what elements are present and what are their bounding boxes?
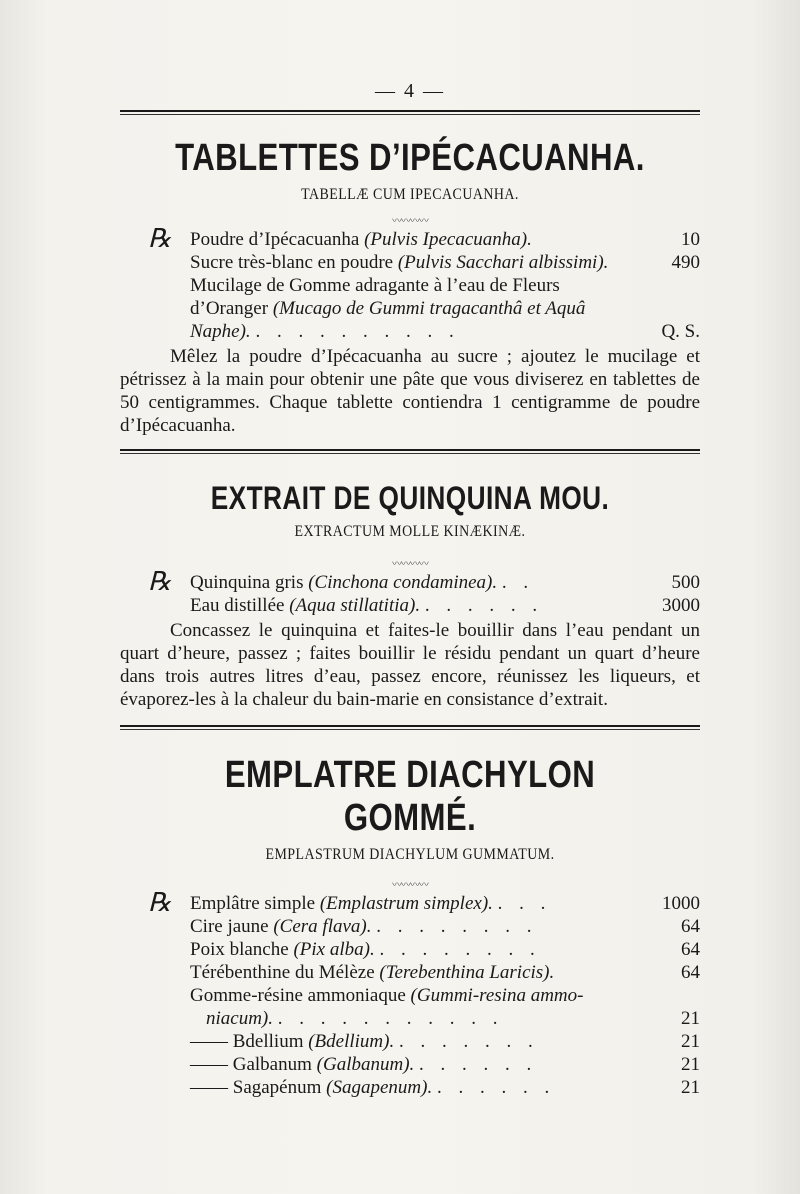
latin-subtitle: TABELLÆ CUM IPECACUANHA. xyxy=(301,186,519,203)
ornament-divider: 〰〰〰〰 xyxy=(392,880,428,891)
ornament-divider: 〰〰〰〰 xyxy=(392,559,428,570)
ditto-dash: —— xyxy=(190,1031,228,1052)
ingredient-latin: (Mucago de Gummi tragacanthâ et Aquâ xyxy=(272,298,586,319)
section-rule-thin xyxy=(120,453,700,454)
ingredient-latin: (Terebenthina Laricis). xyxy=(379,962,555,983)
section-title: EMPLATRE DIACHYLON GOMMÉ. xyxy=(224,754,596,839)
ingredient-name: Sagapénum xyxy=(232,1077,322,1098)
instructions xyxy=(120,345,700,437)
ingredient-latin: (Gummi-resina ammo- xyxy=(410,985,584,1006)
ingredient-name: Gomme-résine ammoniaque xyxy=(190,985,406,1006)
ingredient-line xyxy=(120,251,700,274)
ingredient-line xyxy=(120,888,700,918)
ingredient-quantity: 64 xyxy=(681,962,700,983)
recipe-symbol: ℞ xyxy=(148,888,172,918)
ingredient-latin: (Galbanum). xyxy=(316,1054,415,1075)
ingredient-latin: (Emplastrum simplex). xyxy=(319,893,493,914)
leader-dots: . . xyxy=(501,572,535,593)
ingredients xyxy=(120,567,700,617)
latin-subtitle: EXTRACTUM MOLLE KINÆKINÆ. xyxy=(294,523,526,540)
top-rule-thin xyxy=(120,114,700,115)
ingredient-line xyxy=(120,297,700,320)
ingredient-quantity: 64 xyxy=(681,916,700,937)
ingredient-line xyxy=(120,938,700,961)
ingredients xyxy=(120,224,700,343)
ingredient-latin: niacum). xyxy=(206,1008,274,1029)
ingredient-quantity: 64 xyxy=(681,939,700,960)
ingredient-latin: (Pix alba). xyxy=(293,939,375,960)
ingredient-line xyxy=(120,1076,700,1099)
ditto-dash: —— xyxy=(190,1077,228,1098)
recipe-quinquina xyxy=(120,480,700,711)
page-number: — 4 — xyxy=(375,80,445,102)
ingredient-name: Mucilage de Gomme adragante à l’eau de Fleurs xyxy=(190,275,560,296)
leader-dots: . . . . . . xyxy=(436,1077,556,1098)
ingredient-line xyxy=(120,567,700,597)
ingredient-quantity: 1000 xyxy=(662,893,700,914)
ingredient-name: Quinquina gris xyxy=(190,572,304,593)
ingredient-line xyxy=(120,915,700,938)
recipe-symbol: ℞ xyxy=(148,567,172,597)
ingredient-line xyxy=(120,1007,700,1030)
ingredient-name: Emplâtre simple xyxy=(190,893,316,914)
ingredient-quantity: 21 xyxy=(681,1077,700,1098)
latin-subtitle: EMPLASTRUM DIACHYLUM GUMMATUM. xyxy=(265,846,555,863)
ingredients xyxy=(120,888,700,1099)
leader-dots: . . . . . . xyxy=(424,595,544,616)
ingredient-line xyxy=(120,1053,700,1076)
ingredient-line xyxy=(120,961,700,984)
ingredient-name: Térébenthine du Mélèze xyxy=(190,962,375,983)
ingredient-quantity: 3000 xyxy=(662,595,700,616)
ingredient-name: Cire jaune xyxy=(190,916,269,937)
instructions xyxy=(120,619,700,711)
ingredient-latin: (Sagapenum). xyxy=(326,1077,433,1098)
ingredient-latin: (Bdellium). xyxy=(308,1031,395,1052)
content xyxy=(120,70,700,1099)
ingredient-latin: (Cinchona condaminea). xyxy=(308,572,498,593)
leader-dots: . . . . . . xyxy=(419,1054,538,1075)
leader-dots: . . . . . . . . xyxy=(376,916,538,937)
section-title: EXTRAIT DE QUINQUINA MOU. xyxy=(210,480,610,516)
ingredient-latin: (Cera flava). xyxy=(273,916,372,937)
ingredient-quantity: 10 xyxy=(681,229,700,250)
ingredient-quantity: 500 xyxy=(671,572,700,593)
section-title: TABLETTES D’IPÉCACUANHA. xyxy=(175,137,645,179)
ingredient-name: Bdellium xyxy=(232,1031,304,1052)
ingredient-line xyxy=(120,224,700,254)
section-rule xyxy=(120,725,700,727)
section-rule xyxy=(120,449,700,451)
recipe-emplatre xyxy=(120,754,700,1099)
ingredient-latin: Naphe). xyxy=(190,321,251,342)
instructions-text: Mêlez la poudre d’Ipécacuanha au sucre ; ajoutez le mucilage et pétrissez à la main pour obtenir une pâte que vous diviserez en tablettes de 50 centigrammes. Chaque tablette contiendra 1 centigramme de poudre d’Ipécacuanha. xyxy=(120,346,700,436)
recipe-ipecacuanha xyxy=(120,137,700,437)
leader-dots: . . . . . . . . xyxy=(379,939,541,960)
leader-dots: . . . . . . . xyxy=(399,1031,539,1052)
leader-dots: . . . . . . . . . . . xyxy=(277,1008,504,1029)
ingredient-quantity: 21 xyxy=(681,1031,700,1052)
ingredient-line xyxy=(120,594,700,617)
ingredient-name: Poudre d’Ipécacuanha xyxy=(190,229,360,250)
ditto-dash: —— xyxy=(190,1054,228,1075)
ingredient-name: Eau distillée xyxy=(190,595,285,616)
recipe-symbol: ℞ xyxy=(148,224,172,254)
instructions-text: Concassez le quinquina et faites-le bouillir dans l’eau pendant un quart d’heure, passez ; faites bouillir le résidu pendant un quart d’heure dans trois autres litres d’eau, passez encore, réunissez les liqueurs, et évaporez-les à la chaleur du bain-marie en consistance d’extrait. xyxy=(120,620,700,710)
ingredient-latin: (Aqua stillatitia). xyxy=(289,595,421,616)
ingredient-quantity: Q. S. xyxy=(661,321,700,342)
ingredient-latin: (Pulvis Ipecacuanha). xyxy=(364,229,532,250)
ingredient-line xyxy=(120,274,700,297)
ingredient-line xyxy=(120,1030,700,1053)
leader-dots: . . . xyxy=(497,893,552,914)
ingredient-quantity: 21 xyxy=(681,1054,700,1075)
ingredient-quantity: 21 xyxy=(681,1008,700,1029)
ingredient-name: Poix blanche xyxy=(190,939,289,960)
ingredient-line xyxy=(120,320,700,343)
ingredient-name: Galbanum xyxy=(232,1054,312,1075)
ingredient-quantity: 490 xyxy=(671,252,700,273)
ingredient-name: Sucre très-blanc en poudre xyxy=(190,252,394,273)
top-rule xyxy=(120,110,700,112)
ingredient-name: d’Oranger xyxy=(190,298,269,319)
ingredient-latin: (Pulvis Sacchari albissimi). xyxy=(397,252,609,273)
leader-dots: . . . . . . . . . . xyxy=(255,321,460,342)
ingredient-line xyxy=(120,984,700,1007)
ornament-divider: 〰〰〰〰 xyxy=(392,216,428,227)
section-rule-thin xyxy=(120,729,700,730)
